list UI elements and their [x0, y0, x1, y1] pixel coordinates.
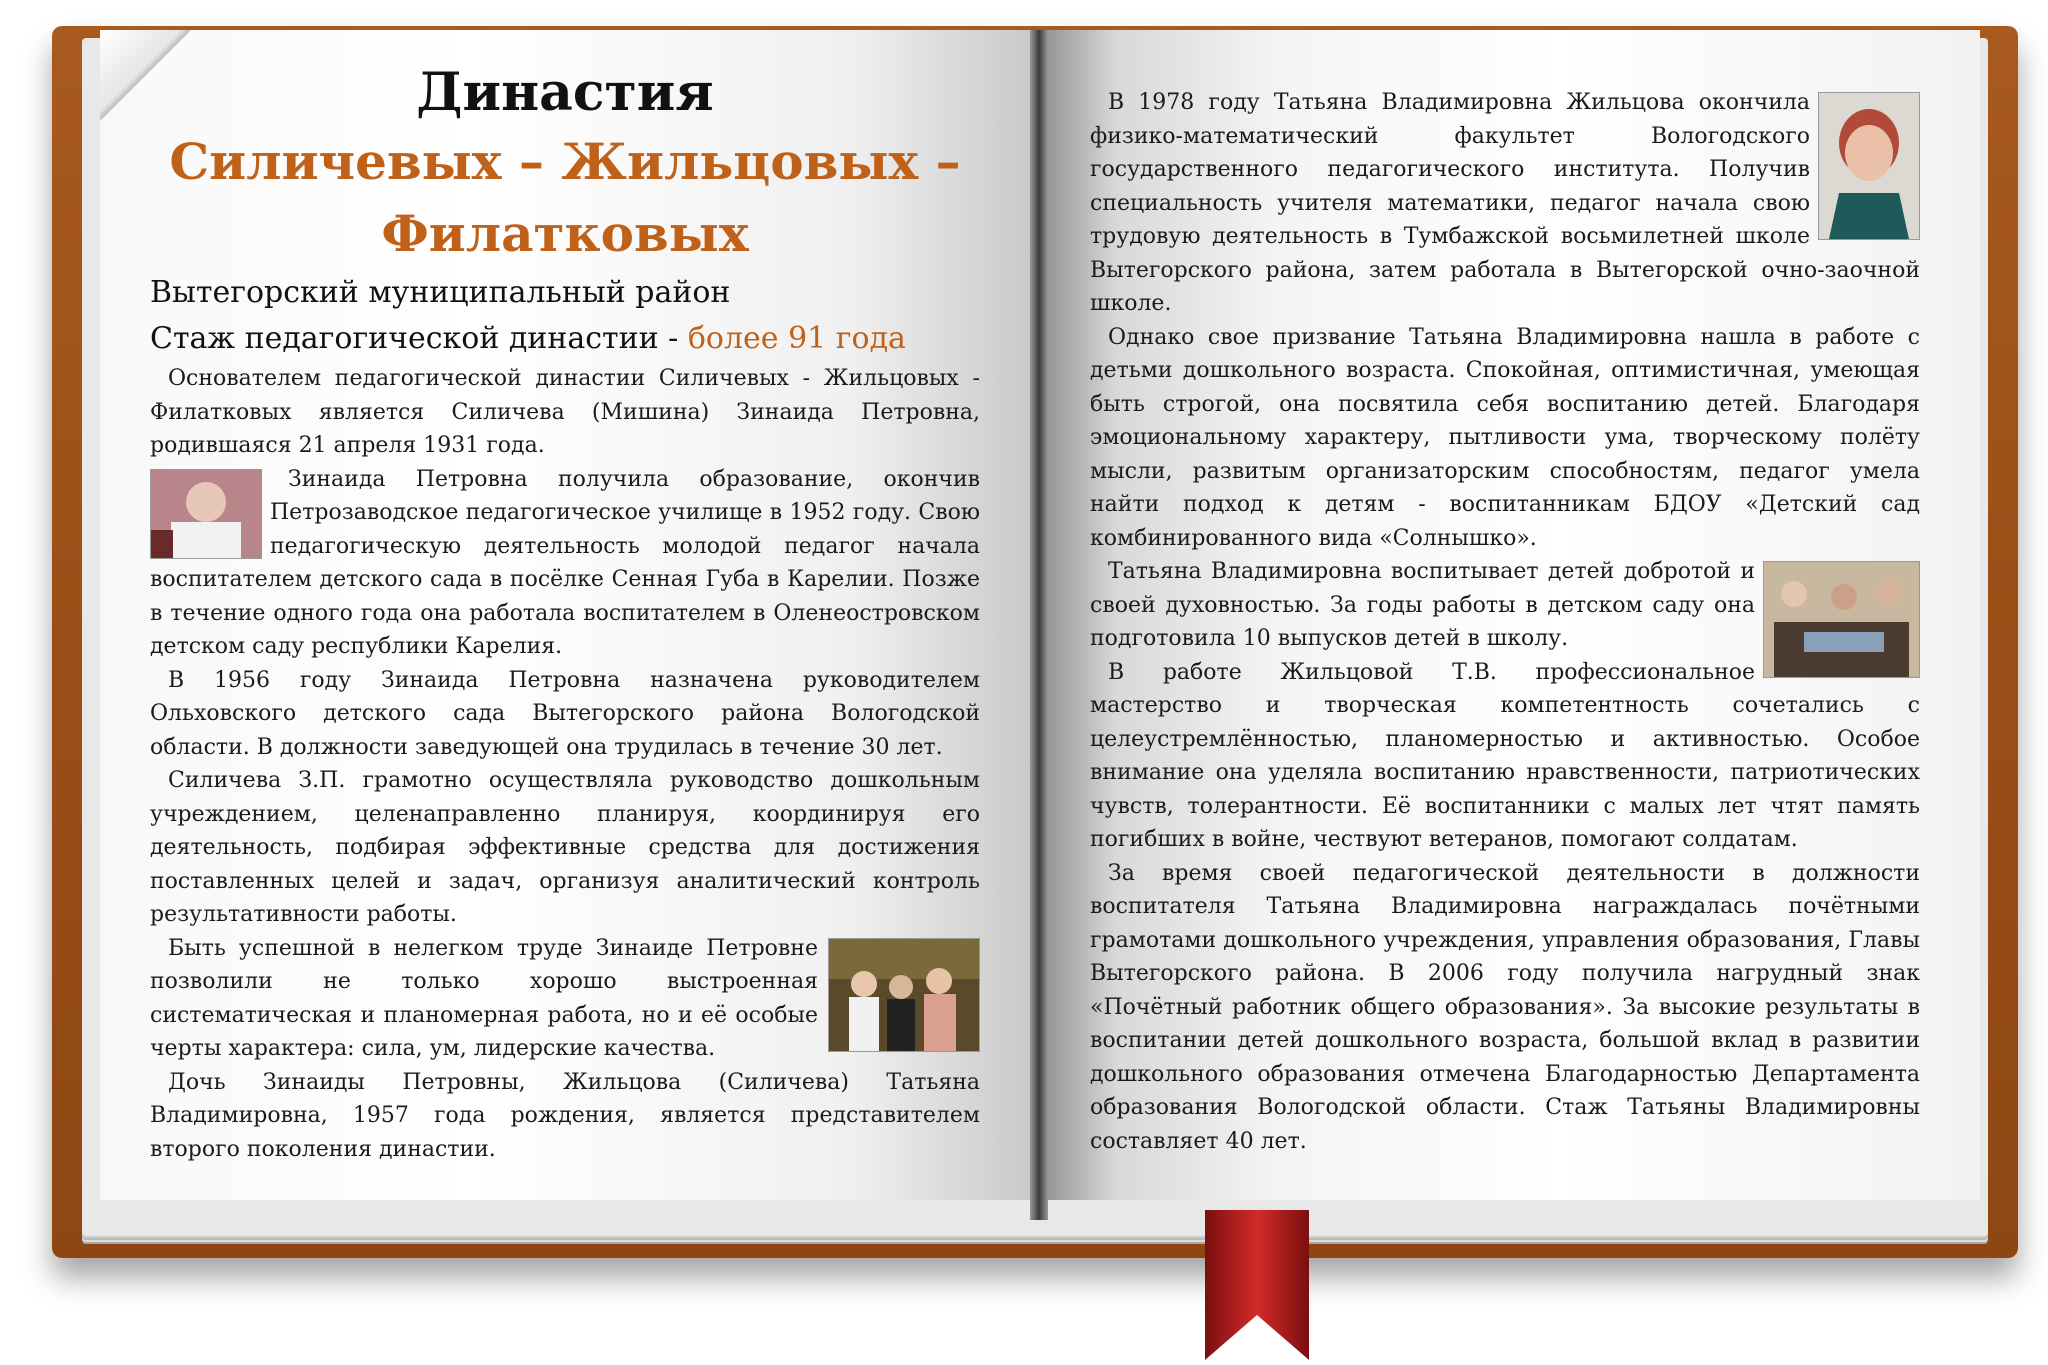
paragraph: Дочь Зинаиды Петровны, Жильцова (Силичева) Татьяна Владимировна, 1957 года рождения, является представителем второго поколения династии. [150, 1069, 980, 1162]
portrait-photo-zinaida [150, 469, 262, 559]
paragraph: За время своей педагогической деятельности в должности воспитателя Татьяна Владимировна награждалась почётными грамотами дошкольного учреждения, управления образования, Главы Вытегорского района. В 2006 году получила нагрудный знак «Почётный работник общего образования». За высокие результаты в воспитании детей дошкольного возраста, большой вклад в развитии дошкольного образования отмечена Благодарностью Департамента образования Вологодской области. Стаж Татьяны Владимировны составляет 40 лет. [1090, 860, 1920, 1154]
paragraph: В 1956 году Зинаида Петровна назначена руководителем Ольховского детского сада Вытегорского района Вологодской области. В должности заведующей она трудилась в течение 30 лет. [150, 667, 980, 760]
dynasty-name-line1: Силичевых – Жильцовых – [169, 132, 961, 191]
right-page-content [1090, 86, 1920, 1158]
paragraph: Основателем педагогической династии Силичевых - Жильцовых - Филатковых является Силичева (Мишина) Зинаида Петровна, родившаяся 21 апреля 1931 года. [150, 366, 980, 458]
experience-line [150, 316, 980, 362]
district: Вытегорский муниципальный район [150, 275, 731, 310]
paragraph: Татьяна Владимировна воспитывает детей добротой и своей духовностью. За годы работы в детском саду она подготовила 10 выпусков детей в школу. [1090, 559, 1755, 651]
paragraph: Однако свое призвание Татьяна Владимировна нашла в работе с детьми дошкольного возраста. Спокойная, оптимистичная, умеющая быть строгой, она посвятила себя воспитанию детей. Благодаря эмоциональному характеру, пытливости ума, творческому полёту мысли, развитым организаторским способностям, педагог умела найти подход к детям - воспитанникам БДОУ «Детский сад комбинированного вида «Солнышко». [1090, 324, 1920, 551]
portrait-photo-tatiana [1818, 92, 1920, 240]
dynasty-name-line2: Филатковых [381, 204, 749, 263]
page-title: Династия [416, 62, 714, 123]
left-page-content [150, 60, 980, 1166]
bookmark-ribbon [1205, 1210, 1309, 1360]
paragraph: Зинаида Петровна получила образование, окончив Петрозаводское педагогическое училище в 1952 году. Свою педагогическую деятельность молодой педагог начала воспитателем детского сада в посёлке Сенная Губа в Карелии. Позже в течение одного года она работала воспитателем в Оленеостровском детском саду республики Карелия. [150, 466, 980, 659]
paragraph: В работе Жильцовой Т.В. профессиональное мастерство и творческая компетентность сочетались с целеустремлённостью, планомерностью и активностью. Особое внимание она уделяла воспитанию нравственности, патриотических чувств, толерантности. Её воспитанники с малых лет чтят память погибших в войне, чествуют ветеранов, помогают солдатам. [1090, 659, 1920, 852]
paragraph: В 1978 году Татьяна Владимировна Жильцова окончила физико-математический факультет Вологодского государственного педагогического института. Получив специальность учителя математики, педагог начала свою трудовую деятельность в Тумбажской восьмилетней школе Вытегорского района, затем работала в Вытегорской очно-заочной школе. [1090, 90, 1920, 316]
paragraph: Силичева З.П. грамотно осуществляла руководство дошкольным учреждением, целенаправленно планируя, координируя его деятельность, подбирая эффективные средства для достижения поставленных целей и задач, организуя аналитический контроль результативности работы. [150, 768, 980, 927]
group-photo-family [828, 938, 980, 1052]
experience-label: Стаж педагогической династии - [150, 321, 679, 356]
book-spine [1030, 30, 1048, 1220]
paragraph: Быть успешной в нелегком труде Зинаиде Петровне позволили не только хорошо выстроенная систематическая и планомерная работа, но и её особые черты характера: сила, ум, лидерские качества. [150, 935, 818, 1061]
experience-value: более 91 года [687, 321, 906, 356]
group-photo-kindergarten [1763, 561, 1920, 678]
